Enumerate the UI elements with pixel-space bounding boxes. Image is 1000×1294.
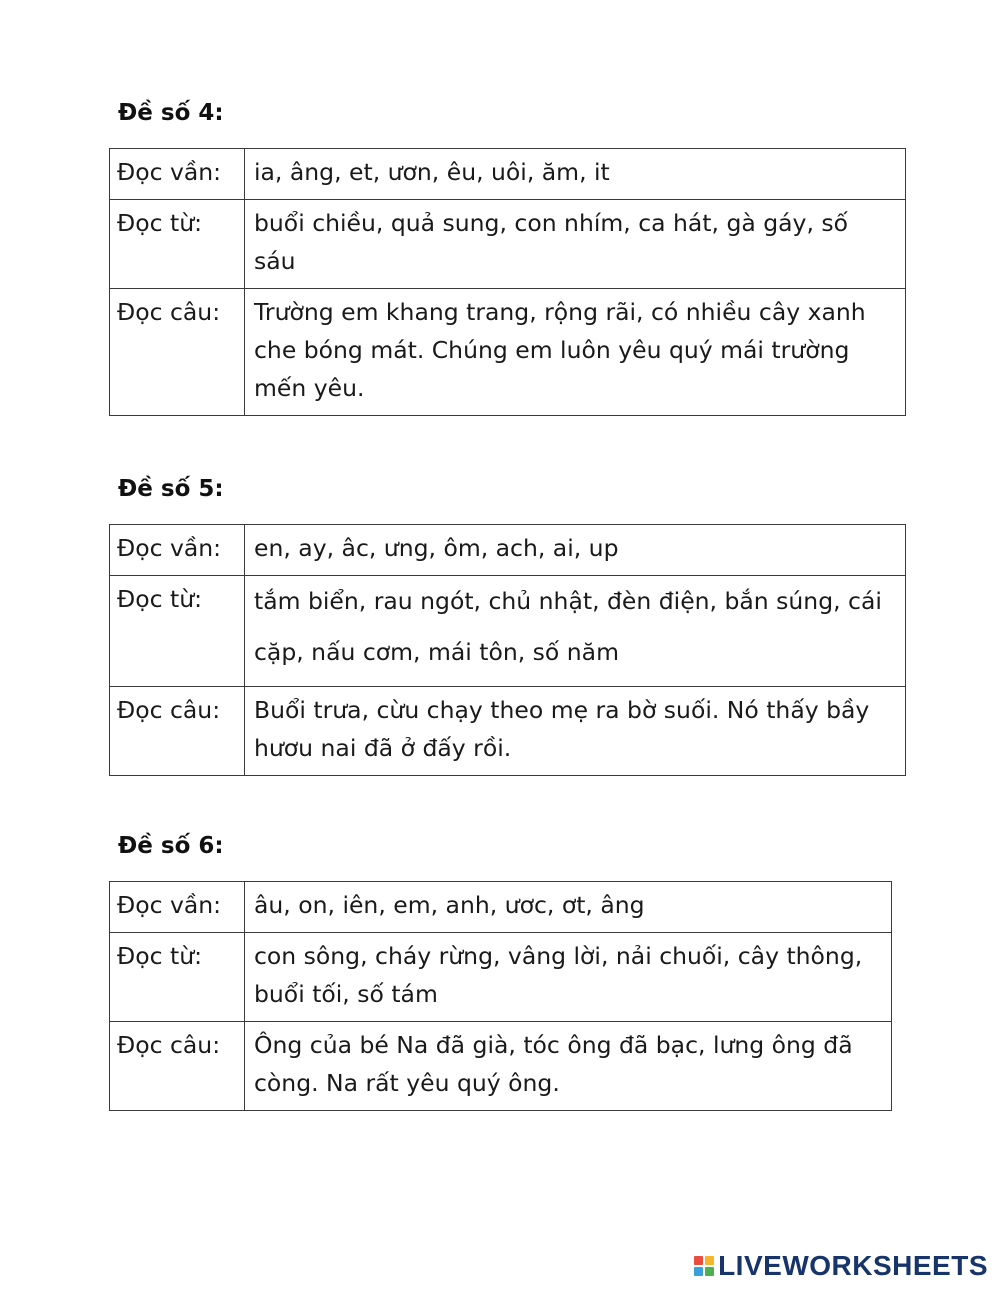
row-content: con sông, cháy rừng, vâng lời, nải chuối, cây thông, buổi tối, số tám <box>245 933 892 1022</box>
reading-table-6 <box>109 881 892 1111</box>
brand-block <box>705 1267 714 1276</box>
reading-table-4 <box>109 148 906 416</box>
table-row-doc-cau <box>110 289 906 416</box>
row-content: tắm biển, rau ngót, chủ nhật, đèn điện, bắn súng, cái cặp, nấu cơm, mái tôn, số năm <box>245 576 906 687</box>
liveworksheets-logo <box>694 1250 988 1282</box>
row-label: Đọc từ: <box>110 576 245 687</box>
row-content: Trường em khang trang, rộng rãi, có nhiều cây xanh che bóng mát. Chúng em luôn yêu quý mái trường mến yêu. <box>245 289 906 416</box>
brand-name: LIVEWORKSHEETS <box>718 1250 988 1281</box>
row-content: en, ay, âc, ưng, ôm, ach, ai, up <box>245 525 906 576</box>
table-row-doc-van <box>110 525 906 576</box>
section-title-6: Đề số 6: <box>118 833 224 859</box>
row-label: Đọc từ: <box>110 200 245 289</box>
table-row-doc-van <box>110 149 906 200</box>
table-row-doc-cau <box>110 687 906 776</box>
brand-block <box>694 1256 703 1265</box>
row-label: Đọc câu: <box>110 687 245 776</box>
reading-table-5 <box>109 524 906 776</box>
section-title-4: Đề số 4: <box>118 100 224 126</box>
row-label: Đọc câu: <box>110 1022 245 1111</box>
row-content: âu, on, iên, em, anh, ươc, ơt, âng <box>245 882 892 933</box>
row-content: buổi chiều, quả sung, con nhím, ca hát, gà gáy, số sáu <box>245 200 906 289</box>
brand-blocks-icon <box>694 1256 714 1276</box>
brand-block <box>705 1256 714 1265</box>
table-row-doc-van <box>110 882 892 933</box>
table-row-doc-cau <box>110 1022 892 1111</box>
table-row-doc-tu <box>110 200 906 289</box>
brand-block <box>694 1267 703 1276</box>
row-label: Đọc từ: <box>110 933 245 1022</box>
row-content: Buổi trưa, cừu chạy theo mẹ ra bờ suối. Nó thấy bầy hươu nai đã ở đấy rồi. <box>245 687 906 776</box>
row-label: Đọc vần: <box>110 882 245 933</box>
row-label: Đọc vần: <box>110 525 245 576</box>
section-title-5: Đề số 5: <box>118 476 224 502</box>
row-content: Ông của bé Na đã già, tóc ông đã bạc, lưng ông đã còng. Na rất yêu quý ông. <box>245 1022 892 1111</box>
table-row-doc-tu <box>110 933 892 1022</box>
row-label: Đọc vần: <box>110 149 245 200</box>
table-row-doc-tu <box>110 576 906 687</box>
row-label: Đọc câu: <box>110 289 245 416</box>
row-content: ia, âng, et, ươn, êu, uôi, ăm, it <box>245 149 906 200</box>
